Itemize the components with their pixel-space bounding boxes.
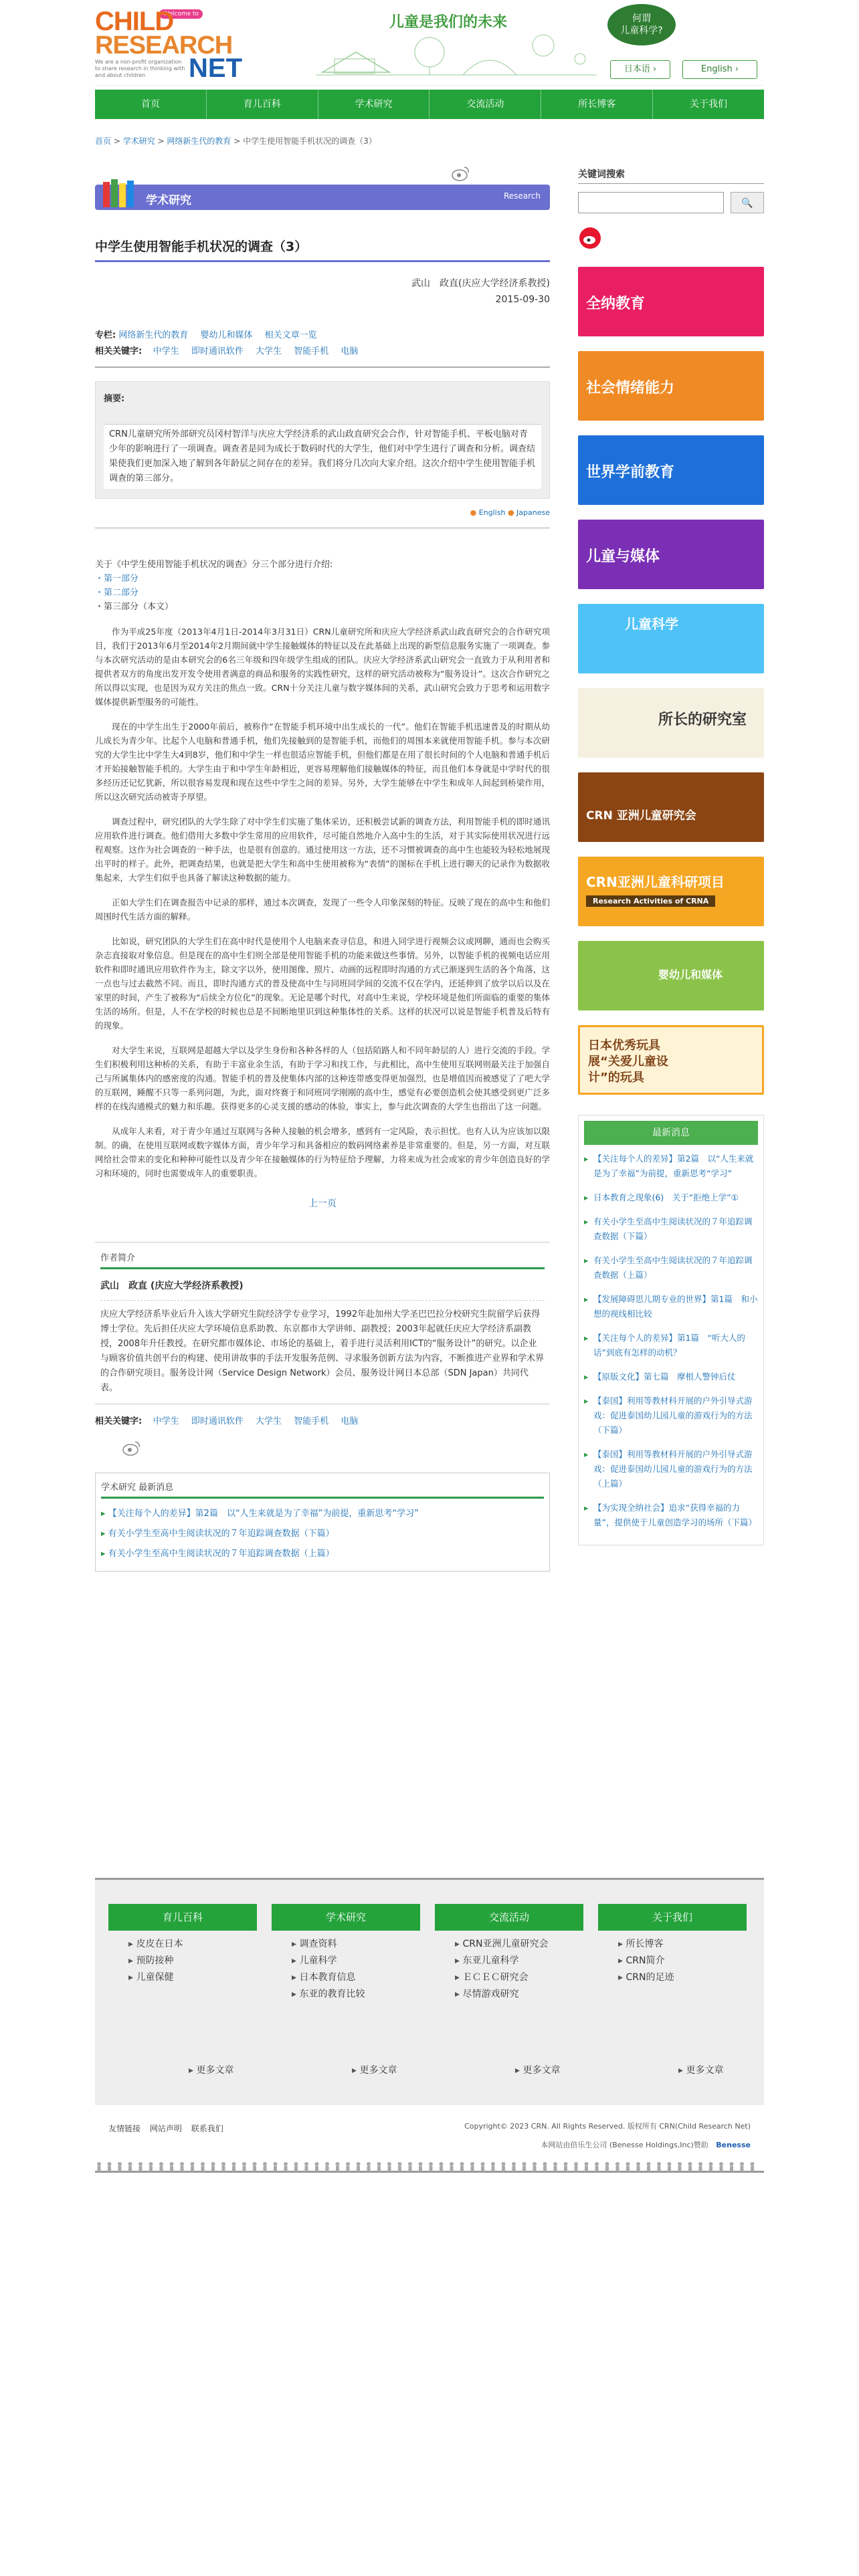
article-body [95, 625, 550, 1180]
keyword-link[interactable]: 智能手机 [294, 346, 329, 356]
english-flag-icon: ● [470, 508, 477, 517]
footer-col-title[interactable]: 育儿百科 [108, 1904, 257, 1931]
sponsor-text: 本网站由倍乐生公司 (Benesse Holdings,Inc)赞助 [541, 2141, 708, 2149]
weibo-icon[interactable] [578, 227, 602, 249]
footer-col-exchange [435, 1904, 583, 2003]
abstract-text: CRN儿童研究所外部研究员冈村智洋与庆应大学经济系的武山政直研究会合作，针对智能手机、平板电脑对青少年的影响进行了一项调查。调查者是同为成长于数码时代的大学生，他们对中学生进行了调查和分析。调查结果使我们更加深入地了解到各年龄层之间存在的差异。我们将分几次向大家介绍。这次介绍中学生使用智能手机调查的第三部分。 [104, 424, 541, 489]
latest-research-link[interactable]: 有关小学生至高中生阅读状况的７年追踪调查数据（上篇） [108, 1549, 335, 1559]
breadcrumb-current: 中学生使用智能手机状况的调查（3） [243, 136, 377, 146]
footer-col-parenting [108, 1904, 257, 1986]
nav-research[interactable]: 学术研究 [318, 90, 430, 119]
keyword-link[interactable]: 中学生 [153, 1416, 179, 1426]
paragraph: 从成年人来看，对于青少年通过互联网与各种人接触的机会增多，感到有一定风险，表示担忧。也有人认为应该加以限制。的确，在使用互联网或数字媒体方面，青少年学习和具备相应的数码网络素养是非常重要的。但是，另一方面，对互联网给社会带来的变化和种种可能性以及青少年在接触媒体的行为特征给予理解，力将来成为社会或家的青少年创造良好的学习和环境的，同时也需要成年人的重要职责。 [95, 1126, 550, 1178]
friend-links[interactable]: 友情链接 [108, 2124, 141, 2133]
section-header [95, 185, 550, 210]
logo-tagline: We are a non-profit organization to share research in thinking with and about children [95, 59, 185, 78]
keywords-row: 相关关键字: 中学生 即时通讯软件 大学生 智能手机 电脑 [95, 346, 359, 356]
main-content [95, 160, 550, 1572]
footer-col-title[interactable]: 关于我们 [598, 1904, 747, 1931]
keyword-link[interactable]: 大学生 [256, 1416, 282, 1426]
keywords-row-bottom: 相关关键字: 中学生 即时通讯软件 大学生 智能手机 电脑 [95, 1416, 359, 1426]
nav-home[interactable]: 首页 [95, 90, 207, 119]
english-language-button[interactable]: English › [682, 60, 757, 79]
footer-link[interactable]: ▸ 儿童保健 [128, 1969, 257, 1986]
keyword-link[interactable]: 即时通讯软件 [191, 1416, 244, 1426]
part-current: ・第三部分（本文） [95, 602, 174, 612]
latest-research-title: 学术研究 最新消息 [101, 1480, 544, 1499]
breadcrumb-research[interactable]: 学术研究 [122, 136, 155, 146]
copyright: Copyright© 2023 CRN. All Rights Reserved. 版权所有 CRN(Child Research Net) 本网站由倍乐生公司 (Benesse Holdings,Inc)赞助 Benesse [464, 2122, 751, 2149]
paragraph: 正如大学生们在调查报告中记录的那样，通过本次调查，发现了一些令人印象深刻的特征。反映了现在的高中生和他们周围时代生活方面的解释。 [95, 897, 550, 922]
paragraph: 对大学生来说，互联网是超越大学以及学生身份和各种各样的人（包括陌路人和不同年龄层的人）进行交流的手段。学生们积极利用这种桥的关系，有助于丰富业余生活，有助于学习和找工作，与此相比，高中生使用互联网则最关注于加强自己与所属集体内的感密度的沟通。智能手机的普及使集体内部的这种连带感变得更加强烈，也是增值因而被感觉了了吧大学的互联网，睡醒不只等一系列问题，为此，面对终赛于和同班同学刚刚的高中生，感觉有必要创造机会使其感受到更广泛多样的在线沟通模式的魅力和乐趣。获得更多的心灵支援的感动的体验，事实上，参与此次调查的大学生也指出了这一问题。 [95, 1045, 550, 1111]
news-link[interactable]: ▸ 【泰国】利用等教材科开展的户外引导式游戏：促进泰国幼儿园儿童的游戏行为的方法（上篇） [584, 1447, 758, 1491]
sidebar [578, 167, 764, 1545]
keyword-link[interactable]: 电脑 [341, 1416, 359, 1426]
site-header [95, 0, 764, 86]
nav-parenting[interactable]: 育儿百科 [207, 90, 318, 119]
english-version-link[interactable]: English [478, 508, 506, 517]
news-link[interactable]: ▸ 【泰国】利用等教材科开展的户外引导式游戏：促进泰国幼儿园儿童的游戏行为的方法（下篇） [584, 1394, 758, 1438]
logo-net: NET [189, 53, 242, 83]
latest-research-link[interactable]: 有关小学生至高中生阅读状况的７年追踪调查数据（下篇） [108, 1529, 335, 1539]
bottom-links [108, 2123, 230, 2134]
japanese-flag-icon: ● [507, 508, 514, 517]
footer-link[interactable]: ▸ ＥＣＥＣ研究会 [455, 1969, 583, 1986]
footer-link[interactable]: ▸ 皮皮在日本 [128, 1936, 257, 1953]
footer-link[interactable]: ▸ 尽情游戏研究 [455, 1986, 583, 2003]
author-profile [95, 1242, 550, 1404]
divider [95, 366, 550, 368]
series-link[interactable]: 网络新生代的教育 [118, 330, 189, 340]
series-link[interactable]: 婴幼儿和媒体 [200, 330, 253, 340]
contact-link[interactable]: 联系我们 [191, 2124, 223, 2133]
header-slogan: 儿童是我们的未来 [389, 14, 508, 31]
news-link[interactable]: ▸ 【发展障碍思儿期专业的世界】第1篇 和小想的视线相比较 [584, 1292, 758, 1321]
byline [95, 276, 550, 308]
breadcrumb-home[interactable]: 首页 [95, 136, 112, 146]
footer-link[interactable]: ▸ CRN的足迹 [618, 1969, 747, 1986]
weibo-share-icon[interactable] [122, 1439, 142, 1457]
nav-about[interactable]: 关于我们 [653, 90, 764, 119]
kids-decoration [95, 2161, 764, 2175]
search-button[interactable]: 🔍 [731, 192, 764, 213]
latest-news-title: 最新消息 [584, 1121, 758, 1145]
keyword-link[interactable]: 即时通讯软件 [191, 346, 244, 356]
footer-link[interactable]: ▸ 儿童科学 [292, 1953, 420, 1969]
section-tag: Research [503, 191, 541, 201]
abstract-title: 摘要: [104, 394, 125, 404]
paragraph: 比如说，研究团队的大学生们在高中时代是使用个人电脑来查寻信息，和进入同学进行视频会议或网聊，通而也会购买杂志直接取对象信息。但是现在的高中生们则全部是使用智能手机的功能来做这些事情。另外，以智能手机的视频电话应用软件和即时通讯应用软件作为主，除文字以外，使用图像、照片、动画的远程即时沟通的方式已渐逐到生活的各个角落，这一点也与过去截然不同。而且，即时沟通方式的普及使高中生与同班同学间的交流不仅在学内，还延伸到了放学以后以及在家里的时间，产生了被称为“后续全方位化”的现象。无论是哪个时代，对高中生来说，学校环境是他们所面临的重要的集体生活的场所。但是，人不在学校的时候也总是不间断地里识到这种集体性的关系。这样的状况可以说是智能手机普及后特有的现象。 [95, 936, 550, 1031]
keyword-search-title: 关键词搜索 [578, 167, 764, 184]
banner-crn-asia-research[interactable]: CRN亚洲儿童科研项目 Research Activities of CRNA [578, 857, 764, 926]
what-is-child-science-bubble[interactable]: 何谓 儿童科学? [607, 4, 676, 45]
latest-news-box [578, 1115, 764, 1545]
latest-research-box [95, 1473, 550, 1572]
news-link[interactable]: ▸ 有关小学生至高中生阅读状况的７年追踪调查数据（下篇） [584, 1214, 758, 1244]
keyword-link[interactable]: 电脑 [341, 346, 359, 356]
main-nav [95, 90, 764, 119]
site-statement-link[interactable]: 网站声明 [149, 2124, 182, 2133]
author-profile-text: 庆应大学经济系毕业后升入该大学研究生院经济学专业学习，1992年赴加州大学圣巴巴拉分校研究生院留学后获得博士学位。先后担任庆应大学环境信息系助教、东京都市大学讲师、副教授；2003年起就任庆应大学经济系副教授，2008年升任教授。在研究都市媒体论、市场论的基础上，着手进行灵活利用ICT的“服务设计”的研究。以企业与顾客价值共创平台的构建、使用讲故事的手法开发服务范例、寻求服务创新方法为内容，不断推进产业界和学术界的合作研究项目。服务设计网（Service Design Network）会员、服务设计网日本总部（SDN Japan）共同代表。 [100, 1300, 545, 1396]
site-footer [95, 1878, 764, 2105]
footer-col-title[interactable]: 交流活动 [435, 1904, 583, 1931]
paragraph: 现在的中学生出生于2000年前后，被称作“在智能手机环境中出生成长的一代”。他们在智能手机迅速普及的时期从幼儿成长为青少年。比起个人电脑和普通手机，他们先接触到的是智能手机，而他们的周围本来就使用智能手机。参与本次研究的大学生比中学生大4到8岁，他们和中学生一样也很适应智能手机，但他们都是在用了很长时间的个人电脑和普通手机后才开始接触智能手机的。大学生由于和中学生年龄相近，更容易理解他们接触媒体的特征，而且他们本身就是中学时代的很多经历还记忆犹新，所以很容易发现和现在这些中学生之间的差异。另外，大学生能够在中学生和成年人间起到桥梁作用，所以这次研究活动被寄予厚望。 [95, 722, 550, 802]
footer-link[interactable]: ▸ 调查资料 [292, 1936, 420, 1953]
banner-good-toy[interactable]: 日本优秀玩具展“关爱儿童设计”的玩具 [578, 1025, 764, 1095]
page-title: 中学生使用智能手机状况的调查（3） [95, 237, 550, 262]
news-link[interactable]: ▸ 【关注每个人的差异】第2篇 以“人生来就是为了幸福”为前提，重新思考“学习” [584, 1152, 758, 1181]
banner-children-media[interactable]: 儿童与媒体 [578, 520, 764, 589]
series-link[interactable]: 相关文章一览 [264, 330, 317, 340]
logo-research: RESEARCH [95, 31, 233, 60]
latest-research-link[interactable]: 【关注每个人的差异】第2篇 以“人生来就是为了幸福”为前提，重新思考“学习” [108, 1509, 419, 1519]
japanese-version-link[interactable]: Japanese [516, 508, 550, 517]
breadcrumb-series[interactable]: 网络新生代的教育 [167, 136, 231, 146]
prev-page-link[interactable]: 上一页 [308, 1198, 337, 1209]
footer-more-link[interactable]: ▸ 更多文章 [515, 2063, 560, 2076]
article-language-links [95, 508, 550, 517]
footer-col-about [598, 1904, 747, 1986]
banner-social-emotional[interactable]: 社会情绪能力 [578, 351, 764, 421]
books-icon [102, 179, 139, 209]
paragraph: 调查过程中，研究团队的大学生除了对中学生们实施了集体采访，还积极尝试新的调查方法，利用智能手机的即时通讯应用软件进行调查。他们借用大多数中学生常用的应用软件，尽可能自然地介入高中生的生活，对于其实际使用状况进行远程观察。这作为社会调查的一种手法，也是很有创意的。通过使用这一方法，还不习惯被调查的高中生也能较为轻松地展现出平时的样子。此外，把调查结果，也就是把大学生和高中生使用被称为“表情”的图标在手机上进行聊天的记录作为数据收集起来，大学生们似乎也具备了解读这种数据的能力。 [95, 817, 550, 883]
keyword-link[interactable]: 中学生 [153, 346, 179, 356]
parts-intro: 关于《中学生使用智能手机状况的调查》分三个部分进行介绍: ・第一部分 ・第二部分 ・第三部分（本文） [95, 558, 550, 614]
publish-date: 2015-09-30 [495, 294, 550, 305]
author-profile-title: 作者简介 [100, 1251, 545, 1269]
banner-infant-media[interactable]: 婴幼儿和媒体 [578, 941, 764, 1010]
footer-col-title[interactable]: 学术研究 [272, 1904, 420, 1931]
news-link[interactable]: ▸ 【为实现全纳社会】追求“获得幸福的力量”，提供使于儿童创造学习的场所（下篇） [584, 1501, 758, 1530]
section-title: 学术研究 [146, 194, 191, 207]
footer-link[interactable]: ▸ 所长博客 [618, 1936, 747, 1953]
paragraph: 作为平成25年度（2013年4月1日-2014年3月31日）CRN儿童研究所和庆应大学经济系武山政直研究会的合作研究项目，我们于2013年6月至2014年2月期间就中学生接触媒体的特征以及在此基础上出现的新型信息服务实施了一项调查。参与本次研究活动的是由本研究会的6名三年级和四年级学生组成的团队。庆应大学经济系武山研究会一直致力于从利用者和提供者双方的角度出发开发令使用者满意的商品和服务的实践性研究，这样的研究活动被称为“服务设计”。这次合作研究之所以得以实现，也是因为双方关注的焦点一致。CRN十分关注儿童与数字媒体间的关系，武山研究会致力于思考和运用数字媒体提供新型服务的可能性。 [95, 627, 550, 707]
footer-link[interactable]: ▸ 预防接种 [128, 1953, 257, 1969]
search-input[interactable] [578, 192, 724, 213]
footer-link[interactable]: ▸ 东亚儿童科学 [455, 1953, 583, 1969]
banner-child-science[interactable]: 儿童科学 [578, 604, 764, 673]
footer-link[interactable]: ▸ 日本教育信息 [292, 1969, 420, 1986]
nav-blog[interactable]: 所长博客 [541, 90, 653, 119]
keyword-link[interactable]: 智能手机 [294, 1416, 329, 1426]
part-link[interactable]: ・第一部分 [95, 574, 139, 584]
nav-exchange[interactable]: 交流活动 [430, 90, 541, 119]
footer-more-link[interactable]: ▸ 更多文章 [352, 2063, 397, 2076]
footer-more-link[interactable]: ▸ 更多文章 [678, 2063, 723, 2076]
series-row: 专栏: 网络新生代的教育 婴幼儿和媒体 相关文章一览 [95, 330, 317, 340]
news-link[interactable]: ▸ 【原版文化】第七篇 摩根人警钟后仗 [584, 1370, 758, 1384]
news-link[interactable]: ▸ 【关注每个人的差异】第1篇 “听大人的话”到底有怎样的动机？ [584, 1331, 758, 1360]
logo-child: CHILD [95, 7, 174, 36]
footer-link[interactable]: ▸ 东亚的教育比较 [292, 1986, 420, 2003]
footer-link[interactable]: ▸ CRN简介 [618, 1953, 747, 1969]
news-link[interactable]: ▸ 有关小学生至高中生阅读状况的７年追踪调查数据（上篇） [584, 1253, 758, 1283]
news-link[interactable]: ▸ 日本教育之现象(6) 关于“拒绝上学”① [584, 1190, 758, 1205]
banner-director-lab[interactable]: 所长的研究室 [578, 688, 764, 758]
abstract-box [95, 381, 550, 499]
benesse-logo[interactable]: Benesse [716, 2141, 751, 2149]
footer-link[interactable]: ▸ CRN亚洲儿童研究会 [455, 1936, 583, 1953]
author-profile-name: 武山 政直 (庆应大学经济系教授) [100, 1281, 244, 1291]
japanese-language-button[interactable]: 日本语 › [610, 60, 670, 79]
banner-inclusive-education[interactable]: 全纳教育 [578, 267, 764, 336]
footer-col-research [272, 1904, 420, 2003]
author-name: 武山 政直(庆应大学经济系教授) [411, 278, 550, 289]
banner-world-preschool[interactable]: 世界学前教育 [578, 435, 764, 505]
site-logo[interactable] [95, 5, 249, 83]
part-link[interactable]: ・第二部分 [95, 588, 139, 598]
breadcrumb: 首页 > 学术研究 > 网络新生代的教育 > 中学生使用智能手机状况的调查（3） [95, 136, 377, 146]
footer-more-link[interactable]: ▸ 更多文章 [189, 2063, 233, 2076]
logo-welcome: Welcome to [159, 9, 203, 19]
keyword-link[interactable]: 大学生 [256, 346, 282, 356]
weibo-share-icon[interactable] [451, 165, 471, 182]
banner-crn-asia[interactable]: CRN 亚洲儿童研究会 [578, 772, 764, 842]
